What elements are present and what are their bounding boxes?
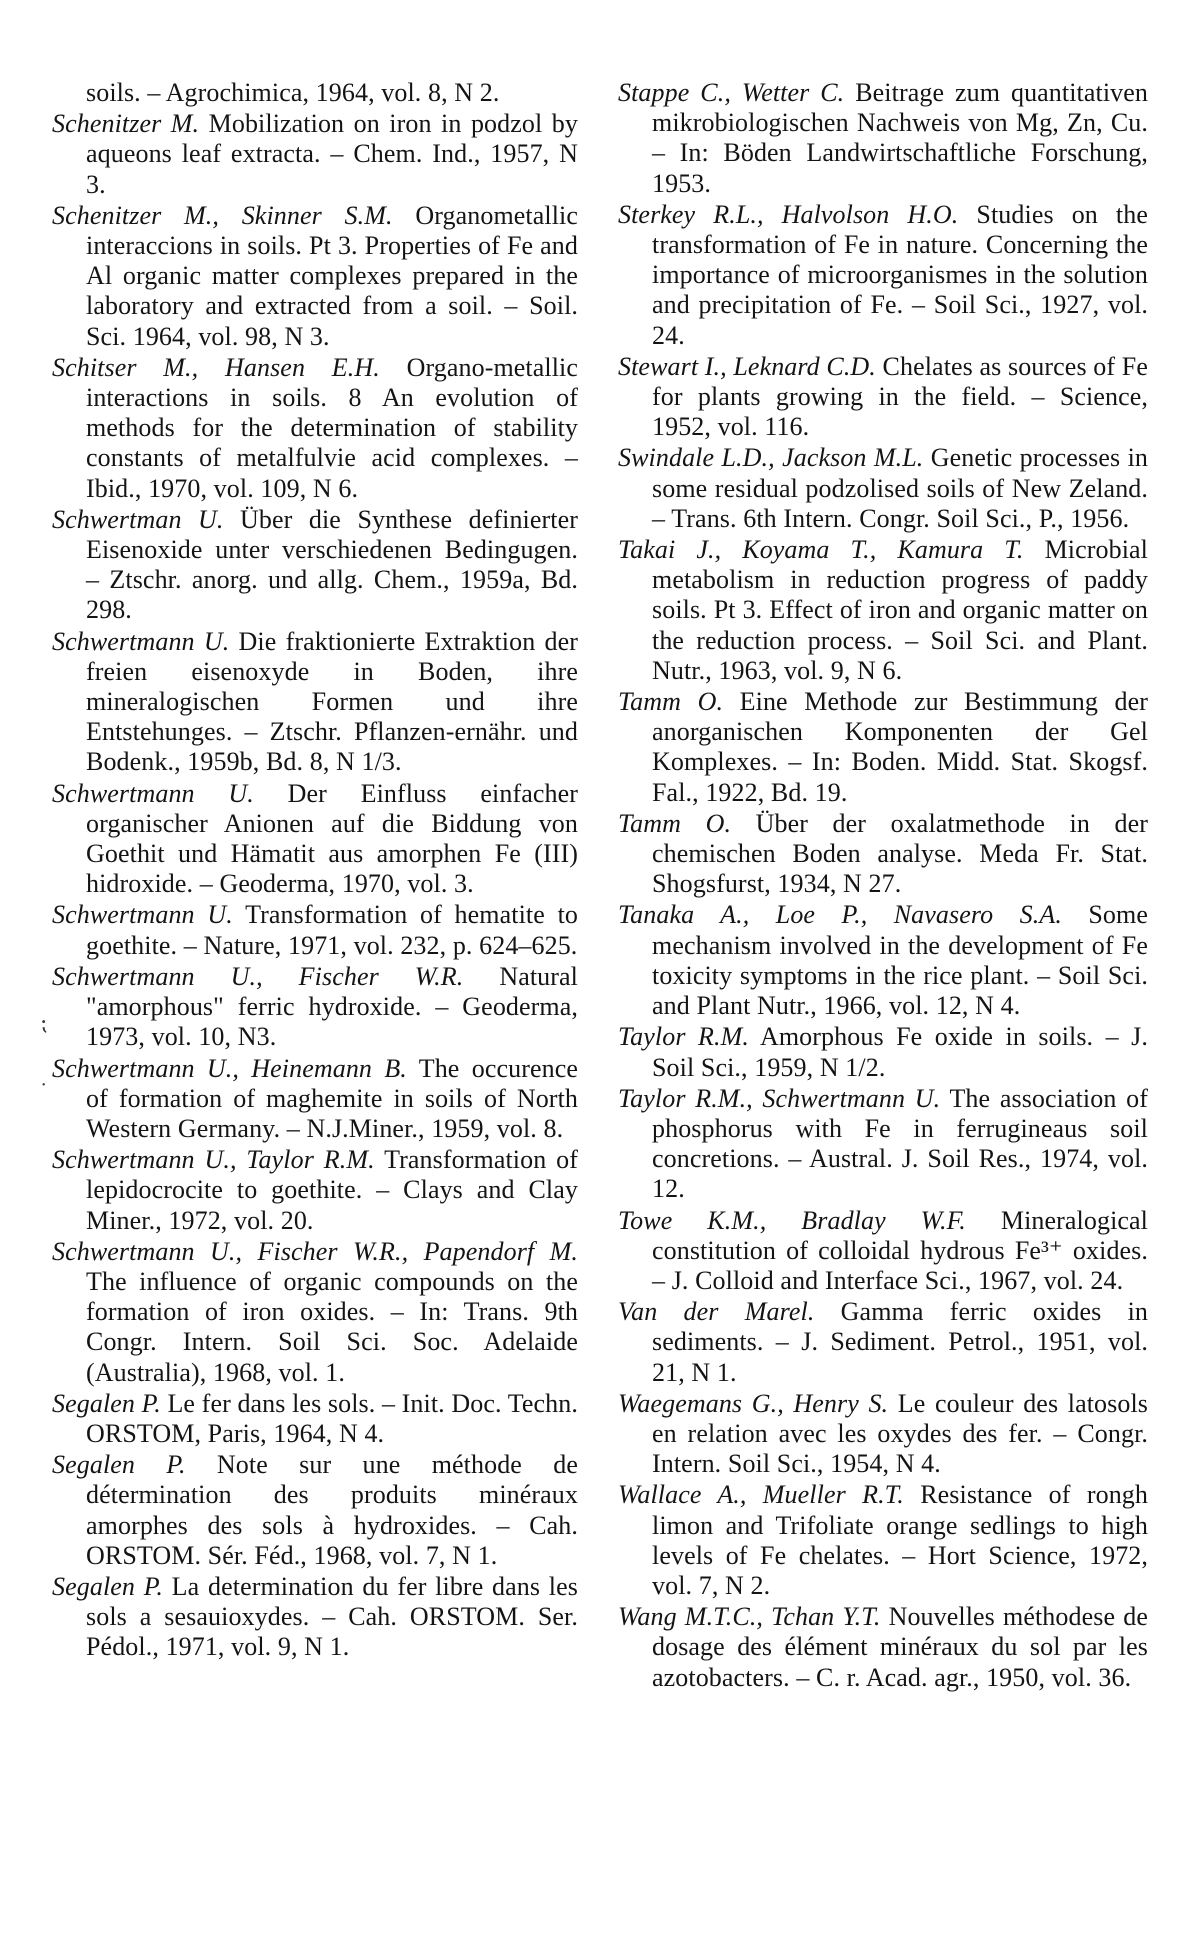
- reference-authors: Schwertmann U., Fischer W.R.: [52, 961, 464, 991]
- reference-authors: Schwertmann U., Heinemann B.: [52, 1053, 407, 1083]
- reference-entry: [618, 1022, 1148, 1082]
- reference-authors: Schwertmann U.: [52, 626, 230, 656]
- reference-entry: [52, 78, 578, 108]
- reference-entry: [618, 900, 1148, 1021]
- reference-text: Mineralogical constitution of colloidal hydrous Fe³⁺ oxides. – J. Colloid and Interface Sci., 1967, vol. 24.: [652, 1205, 1148, 1295]
- reference-text: Le couleur des latosols en relation avec les oxydes des fer. – Congr. Intern. Soil Sci., 1954, N 4.: [652, 1388, 1148, 1479]
- reference-entry: [52, 109, 578, 200]
- reference-text: Chelates as sources of Fe for plants growing in the field. – Science, 1952, vol. 116.: [652, 351, 1148, 442]
- reference-entry: [52, 1389, 578, 1449]
- reference-entry: [618, 809, 1148, 900]
- reference-text: soils. – Agrochimica, 1964, vol. 8, N 2.: [86, 78, 500, 107]
- reference-authors: Towe K.M., Bradlay W.F.: [618, 1205, 966, 1235]
- reference-text: Transformation of hematite to goethite. – Nature, 1971, vol. 232, p. 624–625.: [86, 900, 579, 960]
- reference-authors: Segalen P.: [52, 1388, 161, 1418]
- margin-tick-mark: ˙: [40, 1078, 48, 1103]
- reference-entry: [618, 443, 1148, 534]
- reference-text: Note sur une méthode de détermination des produits minéraux amorphes des sols à hydroxides. – Cah. ORSTOM. Sér. Féd., 1968, vol. 7, N 1.: [86, 1450, 578, 1570]
- reference-authors: Segalen P.: [52, 1450, 186, 1480]
- right-column: [618, 78, 1148, 1694]
- reference-text: Eine Methode zur Bestimmung der anorganischen Komponenten der Gel Komplexes. – In: Boden. Midd. Stat. Skogsf. Fal., 1922, Bd. 19.: [652, 687, 1148, 807]
- reference-entry: [618, 352, 1148, 443]
- reference-text: Organo-metallic interactions in soils. 8 An evolution of methods for the determination of stability constants of metalfulvie acid complexes. – Ibid., 1970, vol. 109, N 6.: [86, 352, 578, 503]
- reference-text: Nouvelles méthodese de dosage des élément minéraux du sol par les azotobacters. – C. r. Acad. agr., 1950, vol. 36.: [652, 1602, 1148, 1692]
- reference-authors: Taylor R.M., Schwertmann U.: [618, 1083, 941, 1113]
- reference-entry: [618, 1206, 1148, 1297]
- reference-authors: Stewart I., Leknard C.D.: [618, 351, 876, 381]
- reference-entry: [52, 900, 578, 960]
- reference-text: Der Einfluss einfacher organischer Anionen auf die Biddung von Goethit und Hämatit aus amorphen Fe (III) hidroxide. – Geoderma, 1970, vol. 3.: [86, 778, 578, 899]
- reference-text: Über der oxalatmethode in der chemischen Boden analyse. Meda Fr. Stat. Shogsfurst, 1934, N 27.: [652, 808, 1148, 899]
- reference-entry: [618, 535, 1148, 686]
- reference-text: Some mechanism involved in the development of Fe toxicity symptoms in the rice plant. – Soil Sci. and Plant Nutr., 1966, vol. 12, N 4.: [652, 900, 1148, 1021]
- reference-entry: [52, 627, 578, 778]
- reference-authors: Waegemans G., Henry S.: [618, 1388, 889, 1418]
- reference-text: La determination du fer libre dans les sols a sesauioxydes. – Cah. ORSTOM. Ser. Pédol., 1971, vol. 9, N 1.: [86, 1571, 578, 1662]
- reference-authors: Schenitzer M.: [52, 109, 200, 139]
- reference-authors: Schwertmann U.: [52, 778, 254, 808]
- reference-text: The occurence of formation of maghemite in soils of North Western Germany. – N.J.Miner., 1959, vol. 8.: [86, 1053, 578, 1143]
- reference-text: Natural "amorphous" ferric hydroxide. – Geoderma, 1973, vol. 10, N3.: [86, 961, 578, 1052]
- reference-authors: Swindale L.D., Jackson M.L.: [618, 443, 924, 473]
- reference-authors: Taylor R.M.: [618, 1022, 749, 1052]
- reference-text: Le fer dans les sols. – Init. Doc. Techn. ORSTOM, Paris, 1964, N 4.: [86, 1388, 578, 1448]
- reference-authors: Tamm O.: [618, 808, 732, 838]
- reference-text: Mobilization on iron in podzol by aqueons leaf extracta. – Chem. Ind., 1957, N 3.: [86, 109, 578, 199]
- reference-entry: [52, 1054, 578, 1145]
- reference-text: Organometallic interaccions in soils. Pt 3. Properties of Fe and Al organic matter complexes prepared in the laboratory and extracted from a soil. – Soil. Sci. 1964, vol. 98, N 3.: [86, 200, 578, 351]
- reference-authors: Tanaka A., Loe P., Navasero S.A.: [618, 900, 1062, 930]
- reference-authors: Schitser M., Hansen E.H.: [52, 352, 380, 382]
- reference-entry: [52, 1145, 578, 1236]
- reference-text: Beitrage zum quantitativen mikrobiologischen Nachweis von Mg, Zn, Cu. – In: Böden Landwirtschaftliche Forschung, 1953.: [652, 78, 1149, 198]
- reference-authors: Sterkey R.L., Halvolson H.O.: [618, 199, 959, 229]
- reference-entry: [52, 353, 578, 504]
- reference-entry: [52, 505, 578, 626]
- reference-text: Über die Synthese definierter Eisenoxide unter verschiedenen Bedingugen. – Ztschr. anorg. und allg. Chem., 1959a, Bd. 298.: [86, 504, 578, 625]
- reference-authors: Wallace A., Mueller R.T.: [618, 1480, 904, 1510]
- reference-entry: [52, 1572, 578, 1663]
- reference-authors: Schenitzer M., Skinner S.M.: [52, 200, 393, 230]
- reference-entry: [52, 779, 578, 900]
- reference-entry: [52, 962, 578, 1053]
- reference-authors: Schwertmann U., Taylor R.M.: [52, 1145, 375, 1175]
- reference-text: Die fraktionierte Extraktion der freien eisenoxyde in Boden, ihre mineralogischen Formen und ihre Entstehunges. – Ztschr. Pflanzen-ernähr. und Bodenk., 1959b, Bd. 8, N 1/3.: [86, 626, 579, 777]
- left-column: [52, 78, 578, 1664]
- reference-text: Gamma ferric oxides in sediments. – J. Sediment. Petrol., 1951, vol. 21, N 1.: [652, 1297, 1148, 1387]
- reference-entry: [618, 1297, 1148, 1388]
- reference-entry: [52, 1450, 578, 1571]
- reference-entry: [618, 1389, 1148, 1480]
- reference-entry: [52, 201, 578, 352]
- reference-entry: [618, 200, 1148, 351]
- reference-authors: Schwertman U.: [52, 504, 224, 534]
- reference-text: The association of phosphorus with Fe in ferruginеaus soil concretions. – Austral. J. Soil Res., 1974, vol. 12.: [652, 1083, 1148, 1204]
- reference-text: The influence of organic compounds on the formation of iron oxides. – In: Trans. 9th Congr. Intern. Soil Sci. Soc. Adelaide (Australia), 1968, vol. 1.: [86, 1266, 578, 1387]
- reference-text: Amorphous Fe oxide in soils. – J. Soil Sci., 1959, N 1/2.: [652, 1022, 1148, 1082]
- reference-authors: Segalen P.: [52, 1571, 163, 1601]
- reference-entry: [618, 1480, 1148, 1601]
- reference-authors: Wang M.T.C., Tchan Y.T.: [618, 1602, 881, 1632]
- reference-authors: Van der Marel.: [618, 1297, 815, 1327]
- reference-text: Microbial metabolism in reduction progress of paddy soils. Pt 3. Effect of iron and organic matter on the reduction process. – Soil Sci. and Plant. Nutr., 1963, vol. 9, N 6.: [652, 535, 1148, 685]
- reference-authors: Schwertmann U., Fischer W.R., Papendorf M.: [52, 1236, 578, 1266]
- margin-tick-mark: ⁏: [40, 1010, 48, 1035]
- reference-entry: [618, 687, 1148, 808]
- reference-text: Resistance of rongh limon and Trifoliate orange sedlings to high levels of Fe chelates. – Hort Science, 1972, vol. 7, N 2.: [652, 1480, 1148, 1600]
- reference-authors: Takai J., Koyama T., Kamura T.: [618, 535, 1024, 565]
- reference-entry: [52, 1237, 578, 1388]
- reference-entry: [618, 1602, 1148, 1693]
- reference-text: Transformation of lepidocrocite to goethite. – Clays and Clay Miner., 1972, vol. 20.: [86, 1145, 578, 1235]
- reference-authors: Stappe C., Wetter C.: [618, 78, 845, 107]
- reference-authors: Tamm O.: [618, 687, 724, 717]
- reference-entry: [618, 1084, 1148, 1205]
- reference-text: Studies on the transformation of Fe in nature. Concerning the importance of microorganismes in the solution and precipitation of Fe. – Soil Sci., 1927, vol. 24.: [652, 199, 1148, 350]
- reference-entry: [618, 78, 1148, 199]
- reference-authors: Schwertmann U.: [52, 900, 233, 930]
- reference-text: Genetic processes in some residual podzolised soils of New Zeland. – Trans. 6th Intern. Congr. Soil Sci., P., 1956.: [652, 443, 1149, 533]
